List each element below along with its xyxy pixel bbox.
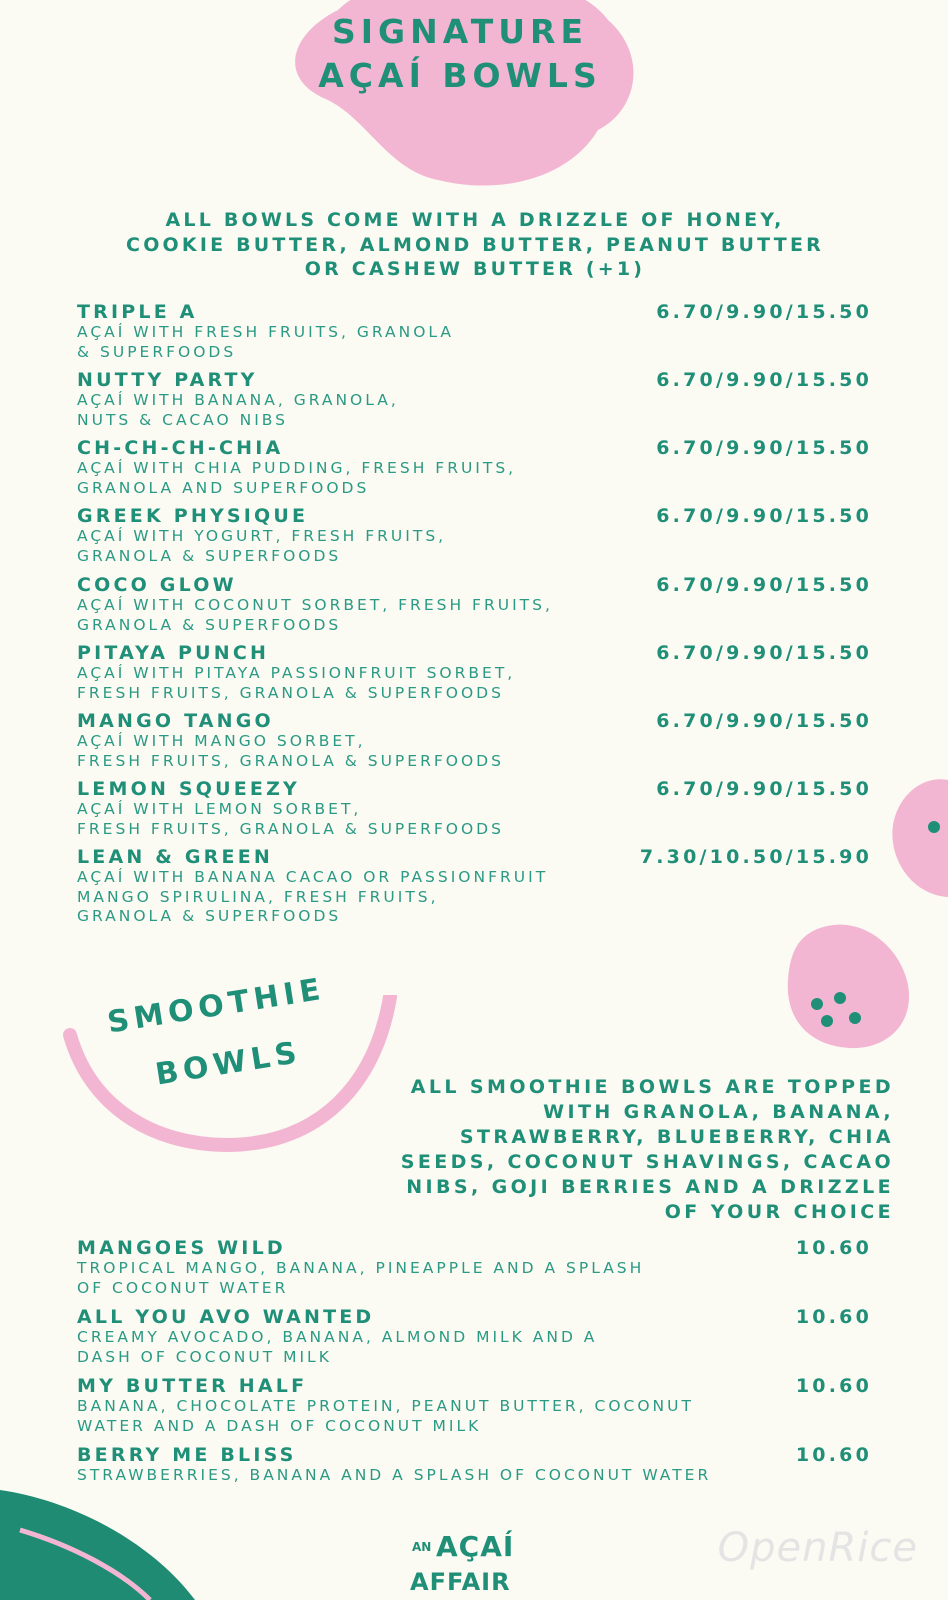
item-description: AÇAÍ WITH FRESH FRUITS, GRANOLA & SUPERFOODS: [77, 323, 455, 361]
menu-item: [77, 847, 872, 927]
item-name: MANGO TANGO: [77, 710, 274, 732]
menu-item: [77, 1445, 872, 1495]
leaf-decoration: [0, 1490, 200, 1600]
acai-intro-line: COOKIE BUTTER, ALMOND BUTTER, PEANUT BUTTER: [126, 233, 824, 256]
acai-intro-line: OR CASHEW BUTTER (+1): [304, 258, 646, 280]
item-name: CH-CH-CH-CHIA: [77, 437, 284, 459]
item-price: 10.60: [795, 1444, 872, 1466]
item-description: AÇAÍ WITH COCONUT SORBET, FRESH FRUITS, GRANOLA & SUPERFOODS: [77, 596, 553, 634]
menu-item: [77, 1238, 872, 1307]
item-price: 6.70/9.90/15.50: [656, 710, 872, 732]
item-description: AÇAÍ WITH MANGO SORBET, FRESH FRUITS, GRANOLA & SUPERFOODS: [77, 732, 504, 770]
page-title-line1: SIGNATURE: [332, 12, 588, 51]
item-price: 6.70/9.90/15.50: [656, 301, 872, 323]
item-price: 7.30/10.50/15.90: [639, 846, 872, 868]
smoothie-menu-list: [77, 1238, 872, 1495]
item-price: 10.60: [795, 1237, 872, 1259]
item-name: BERRY ME BLISS: [77, 1444, 297, 1466]
berry-decoration: [780, 920, 915, 1055]
item-price: 6.70/9.90/15.50: [656, 642, 872, 664]
acai-intro: [40, 208, 910, 282]
item-price: 6.70/9.90/15.50: [656, 505, 872, 527]
logo-line2: AFFAIR: [410, 1568, 511, 1596]
item-name: ALL YOU AVO WANTED: [77, 1306, 375, 1328]
menu-item: [77, 1376, 872, 1445]
item-name: MANGOES WILD: [77, 1237, 286, 1259]
logo-line1: AÇAÍ: [436, 1530, 515, 1563]
acai-menu-list: [77, 302, 872, 927]
logo-prefix: AN: [412, 1540, 432, 1554]
item-name: COCO GLOW: [77, 574, 237, 596]
item-description: CREAMY AVOCADO, BANANA, ALMOND MILK AND A DASH OF COCONUT MILK: [77, 1328, 598, 1366]
smoothie-title-line2: BOWLS: [153, 1034, 304, 1093]
menu-item: [77, 302, 872, 370]
menu-item: [77, 506, 872, 575]
item-description: AÇAÍ WITH CHIA PUDDING, FRESH FRUITS, GRANOLA AND SUPERFOODS: [77, 459, 517, 497]
menu-item: [77, 711, 872, 779]
smoothie-intro-line: ALL SMOOTHIE BOWLS ARE TOPPED: [410, 1076, 894, 1098]
item-description: AÇAÍ WITH BANANA, GRANOLA, NUTS & CACAO NIBS: [77, 391, 399, 429]
item-description: STRAWBERRIES, BANANA AND A SPLASH OF COCONUT WATER: [77, 1466, 712, 1484]
item-name: NUTTY PARTY: [77, 369, 258, 391]
item-price: 10.60: [795, 1306, 872, 1328]
smoothie-intro: [334, 1075, 894, 1225]
item-price: 6.70/9.90/15.50: [656, 369, 872, 391]
item-description: BANANA, CHOCOLATE PROTEIN, PEANUT BUTTER, COCONUT WATER AND A DASH OF COCONUT MILK: [77, 1397, 694, 1435]
smoothie-intro-line: SEEDS, COCONUT SHAVINGS, CACAO: [400, 1151, 894, 1173]
acai-intro-line: ALL BOWLS COME WITH A DRIZZLE OF HONEY,: [165, 209, 785, 231]
item-name: GREEK PHYSIQUE: [77, 505, 309, 527]
item-description: AÇAÍ WITH LEMON SORBET, FRESH FRUITS, GRANOLA & SUPERFOODS: [77, 800, 504, 838]
item-price: 6.70/9.90/15.50: [656, 778, 872, 800]
item-name: TRIPLE A: [77, 301, 198, 323]
item-description: AÇAÍ WITH PITAYA PASSIONFRUIT SORBET, FRESH FRUITS, GRANOLA & SUPERFOODS: [77, 664, 516, 702]
item-price: 6.70/9.90/15.50: [656, 437, 872, 459]
menu-item: [77, 438, 872, 506]
menu-item: [77, 779, 872, 847]
item-name: LEMON SQUEEZY: [77, 778, 301, 800]
menu-item: [77, 575, 872, 643]
smoothie-intro-line: STRAWBERRY, BLUEBERRY, CHIA: [459, 1126, 894, 1148]
watermark: OpenRice: [717, 1525, 918, 1571]
menu-item: [77, 1307, 872, 1376]
item-name: MY BUTTER HALF: [77, 1375, 308, 1397]
item-name: PITAYA PUNCH: [77, 642, 270, 664]
item-description: AÇAÍ WITH BANANA CACAO OR PASSIONFRUIT MANGO SPIRULINA, FRESH FRUITS, GRANOLA & SUPERFOODS: [77, 868, 549, 925]
smoothie-intro-line: WITH GRANOLA, BANANA,: [543, 1101, 894, 1123]
item-description: TROPICAL MANGO, BANANA, PINEAPPLE AND A SPLASH OF COCONUT WATER: [77, 1259, 645, 1297]
menu-item: [77, 370, 872, 438]
page-title-line2: AÇAÍ BOWLS: [318, 56, 602, 95]
berry-decoration: [888, 775, 948, 900]
menu-item: [77, 643, 872, 711]
item-description: AÇAÍ WITH YOGURT, FRESH FRUITS, GRANOLA & SUPERFOODS: [77, 527, 447, 565]
smoothie-intro-line: OF YOUR CHOICE: [664, 1201, 894, 1223]
smoothie-intro-line: NIBS, GOJI BERRIES AND A DRIZZLE: [406, 1176, 894, 1198]
item-price: 6.70/9.90/15.50: [656, 574, 872, 596]
smoothie-title-line1: SMOOTHIE: [105, 971, 328, 1041]
item-price: 10.60: [795, 1375, 872, 1397]
item-name: LEAN & GREEN: [77, 846, 273, 868]
